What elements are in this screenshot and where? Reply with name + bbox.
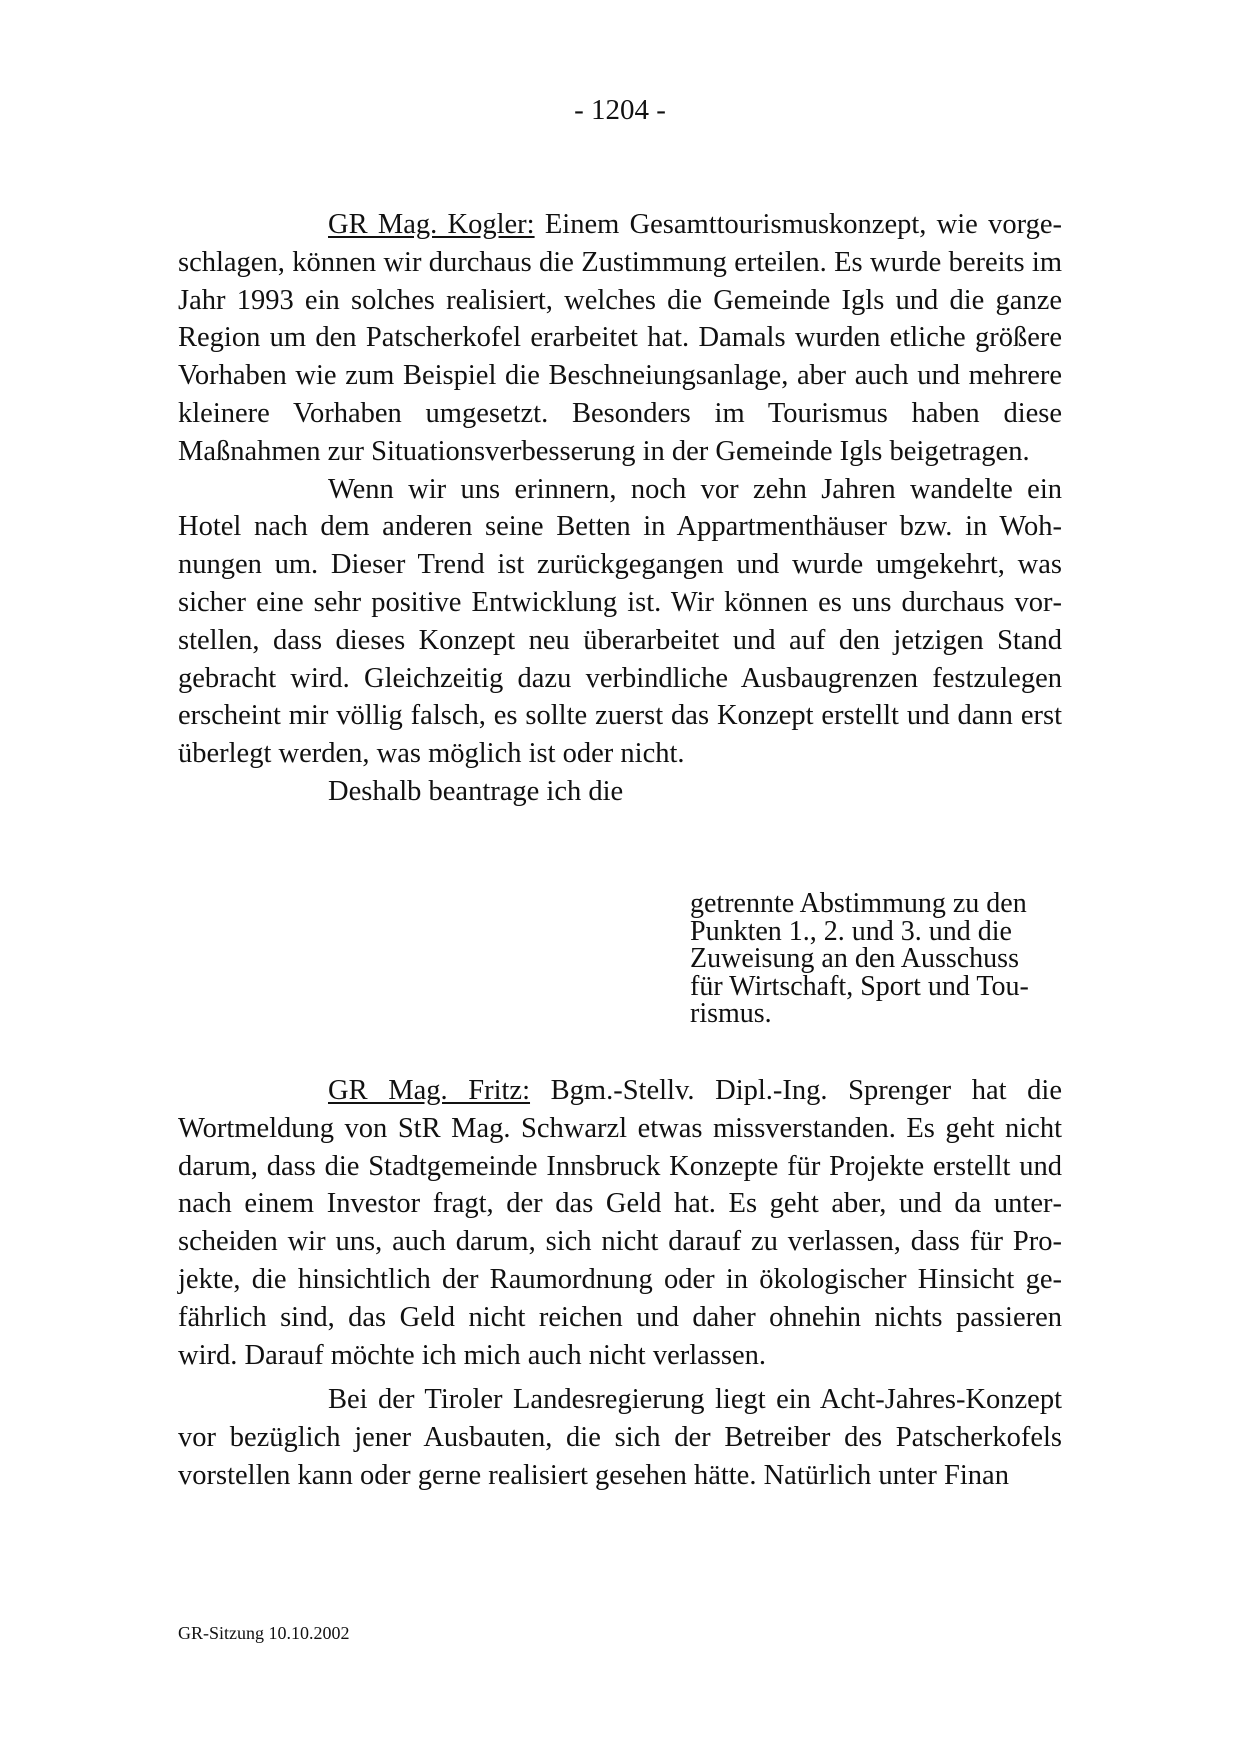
statement-kogler <box>178 206 1062 811</box>
speaker-name: GR Mag. Kogler: <box>328 209 535 240</box>
footer-session-date: GR-Sitzung 10.10.2002 <box>178 1623 350 1643</box>
paragraph-text: Einem Gesamttourismuskonzept, wie vorgeschlagen, können wir durchaus die Zustimmung erteilen. Es wurde bereits im Jahr 1993 ein solches realisiert, welches die Gemeinde Igls und die ganze Region um den Patscherkofel erarbeitet hat. Damals wurden etliche größere Vorhaben wie zum Beispiel die Beschneiungsanlage, aber auch und mehrere kleinere Vorhaben umgesetzt. Besonders im Tourismus haben diese Maßnahmen zur Situationsverbesserung in der Gemeinde Igls beigetragen. <box>178 209 1062 467</box>
motion-text <box>690 890 1050 1028</box>
paragraph: Deshalb beantrage ich die <box>328 775 624 807</box>
speaker-name: GR Mag. Fritz: <box>328 1075 531 1106</box>
statement-fritz <box>178 1072 1062 1495</box>
motion-line: getrennte Abstimmung zu den <box>690 888 1027 919</box>
paragraph: Wenn wir uns erinnern, noch vor zehn Jahren wandelte ein Hotel nach dem anderen seine Betten in Appartmenthäuser bzw. in Wohnungen um. Dieser Trend ist zurückgegangen und wurde umgekehrt, was sicher eine sehr positive Entwicklung ist. Wir können es uns durchaus vorstellen, dass dieses Konzept neu überarbeitet und auf den jetzigen Stand gebracht wird. Gleichzeitig dazu verbindliche Ausbaugrenzen festzulegen erscheint mir völlig falsch, es sollte zuerst das Konzept erstellt und dann erst überlegt werden, was möglich ist oder nicht. <box>178 473 1062 770</box>
paragraph <box>178 206 1062 471</box>
paragraph-text: Bgm.-Stellv. Dipl.-Ing. Sprenger hat die Wortmeldung von StR Mag. Schwarzl etwas missverstanden. Es geht nicht darum, dass die Stadtgemeinde Innsbruck Konzepte für Projekte erstellt und nach einem Investor fragt, der das Geld hat. Es geht aber, und da unterscheiden wir uns, auch darum, sich nicht darauf zu verlassen, dass für Projekte, die hinsichtlich der Raumordnung oder in ökologischer Hinsicht gefährlich sind, das Geld nicht reichen und daher ohnehin nichts passieren wird. Darauf möchte ich mich auch nicht verlassen. <box>178 1075 1063 1371</box>
motion-line: rismus. <box>690 998 772 1029</box>
motion-line: Punkten 1., 2. und 3. und die <box>690 915 1012 947</box>
paragraph: Bei der Tiroler Landesregierung liegt ein Acht-Jahres-Konzept vor bezüglich jener Ausbauten, die sich der Betreiber des Patscherkofels vorstellen kann oder gerne realisiert gesehen hätte. Natürlich unter Finan <box>178 1384 1062 1491</box>
motion-line: für Wirtschaft, Sport und Tou- <box>690 970 1029 1002</box>
page-number: - 1204 - <box>574 94 666 126</box>
motion-line: Zuweisung an den Ausschuss <box>690 943 1019 974</box>
paragraph <box>178 1072 1062 1374</box>
